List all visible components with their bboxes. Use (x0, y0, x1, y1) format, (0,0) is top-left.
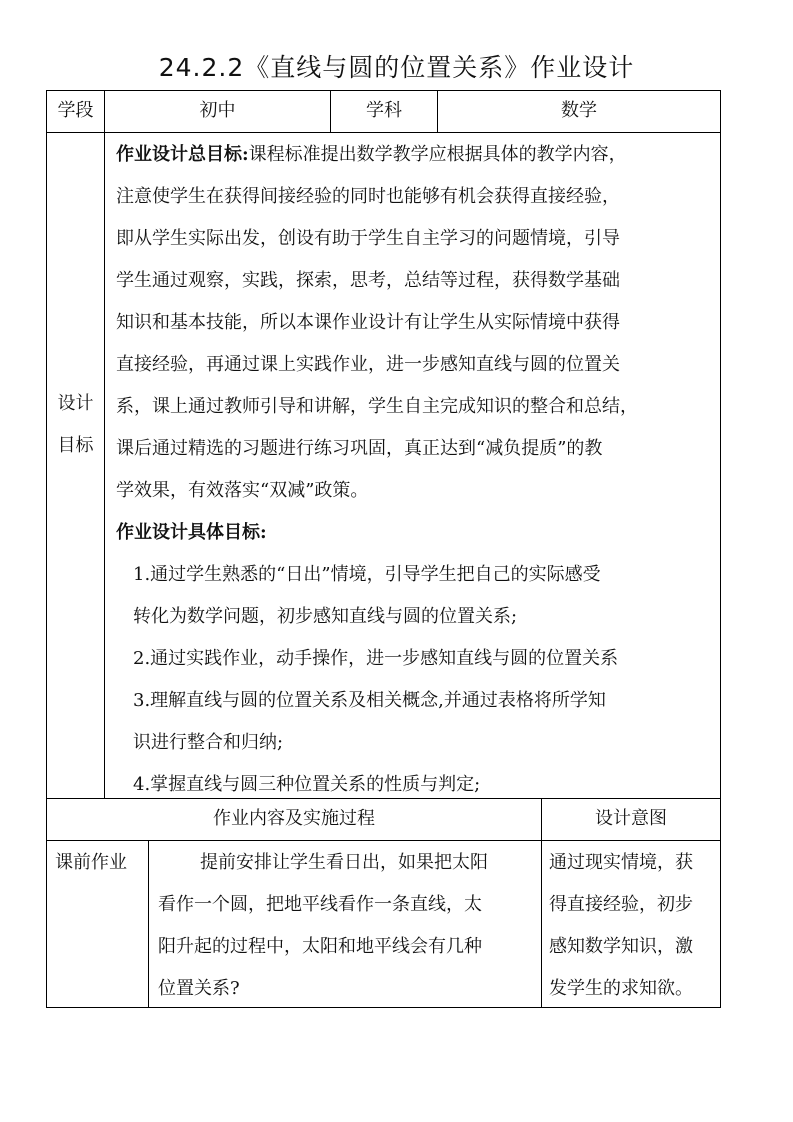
text-line: 课后通过精选的习题进行练习巩固，真正达到“减负提质”的教 (116, 438, 603, 459)
text-line: 看作一个圆，把地平线看作一条直线，太 (158, 894, 482, 915)
design-goal-label: 设计 (57, 393, 94, 414)
text-line: 知识和基本技能，所以本课作业设计有让学生从实际情境中获得 (116, 312, 620, 333)
text-line: 转化为数学问题，初步感知直线与圆的位置关系; (133, 606, 518, 627)
text-line: 阳升起的过程中，太阳和地平线会有几种 (158, 936, 482, 957)
document-title: 24.2.2《直线与圆的位置关系》作业设计 (158, 53, 635, 82)
subject-value: 数学 (561, 100, 597, 121)
text-line: 通过现实情境，获 (549, 852, 693, 873)
subject-label: 学科 (366, 100, 402, 121)
table-line (46, 132, 721, 133)
text-line: 得直接经验，初步 (549, 894, 693, 915)
pre-class-label: 课前作业 (55, 852, 127, 873)
table-line (104, 90, 105, 798)
table-line (46, 90, 47, 1008)
text-line: 4.掌握直线与圆三种位置关系的性质与判定; (133, 774, 481, 795)
design-goal-label: 目标 (57, 435, 94, 456)
text-line: 2.通过实践作业，动手操作，进一步感知直线与圆的位置关系 (133, 648, 619, 669)
text-line: 位置关系? (158, 978, 240, 999)
overall-goal-heading: 作业设计总目标: (116, 144, 249, 165)
content-process-header: 作业内容及实施过程 (213, 808, 375, 829)
text-line: 发学生的求知欲。 (549, 978, 693, 999)
text-line (116, 134, 627, 176)
text-line: 学生通过观察，实践，探索，思考，总结等过程，获得数学基础 (116, 270, 620, 291)
table-line (720, 90, 721, 1008)
text-line: 提前安排让学生看日出，如果把太阳 (200, 852, 488, 873)
text-line: 1.通过学生熟悉的“日出”情境，引导学生把自己的实际感受 (133, 564, 601, 585)
text-line: 注意使学生在获得间接经验的同时也能够有机会获得直接经验， (116, 186, 620, 207)
specific-goal-heading: 作业设计具体目标: (116, 522, 267, 543)
text-line: 学效果，有效落实“双减”政策。 (116, 480, 369, 501)
text-line: 即从学生实际出发，创设有助于学生自主学习的问题情境，引导 (116, 228, 620, 249)
stage-label: 学段 (57, 100, 94, 121)
text-line: 感知数学知识，激 (549, 936, 693, 957)
text-line: 识进行整合和归纳; (133, 732, 284, 753)
stage-value: 初中 (199, 100, 236, 121)
table-line (148, 840, 149, 1008)
text-line: 3.理解直线与圆的位置关系及相关概念,并通过表格将所学知 (133, 690, 606, 711)
overall-goal-text: 课程标准提出数学教学应根据具体的教学内容， (248, 144, 627, 165)
text-line: 直接经验，再通过课上实践作业，进一步感知直线与圆的位置关 (116, 354, 620, 375)
design-intent-header: 设计意图 (595, 808, 667, 829)
text-line: 系，课上通过教师引导和讲解，学生自主完成知识的整合和总结， (116, 396, 638, 417)
